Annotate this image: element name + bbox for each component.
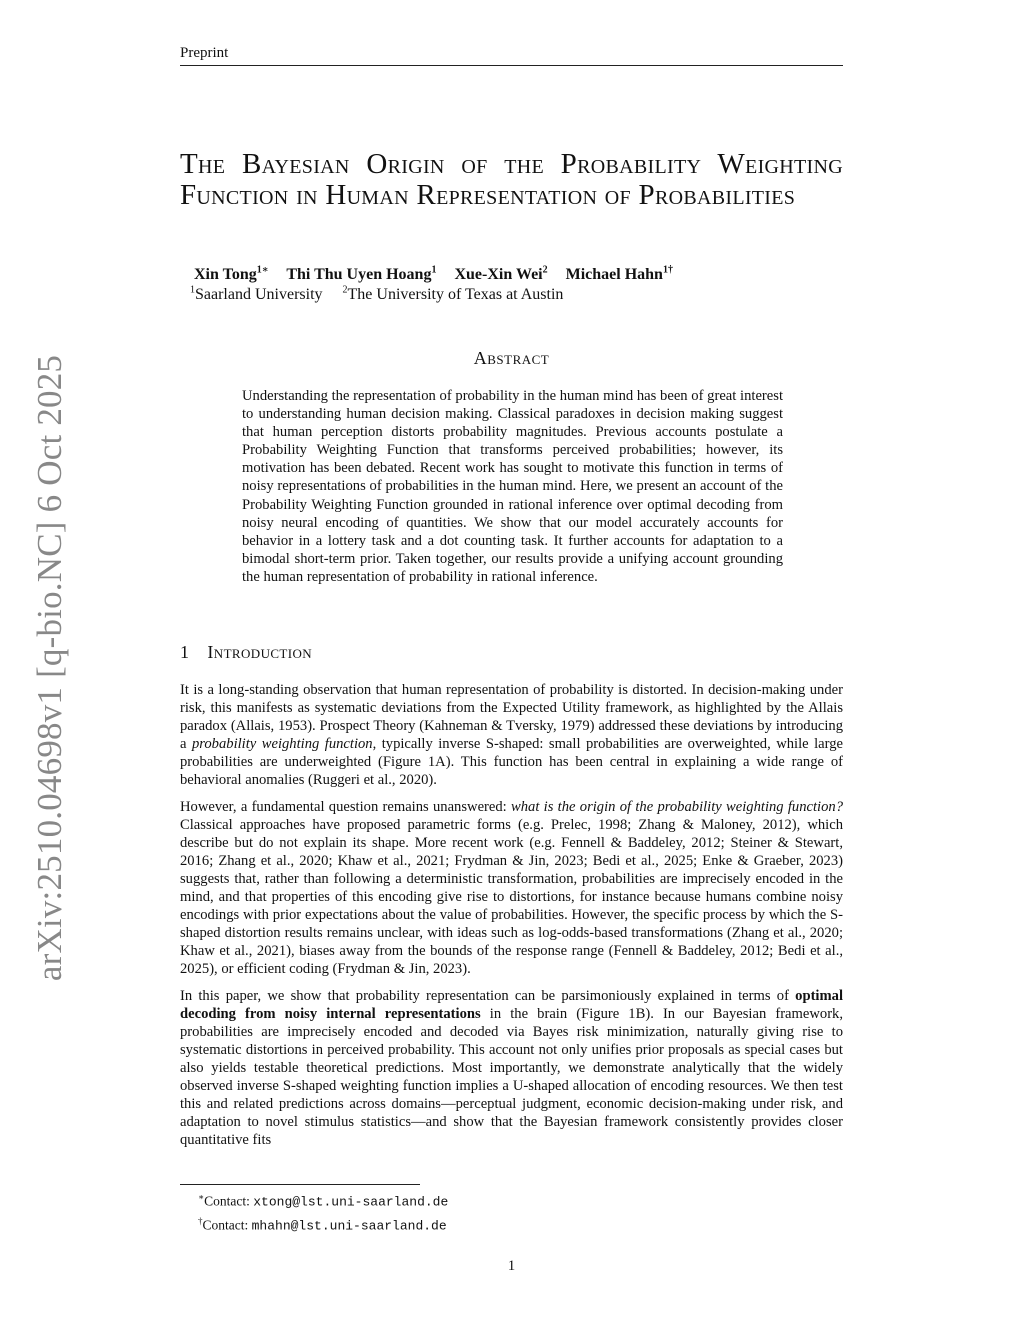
footnote-divider	[180, 1184, 420, 1185]
affiliation: $^2$The University of Texas at Austin	[342, 285, 564, 304]
footnotes	[198, 1188, 798, 1235]
author[interactable]: Xin Tong$^{1∗}$	[194, 265, 269, 284]
footnote: †Contact: mhahn@lst.uni-saarland.de	[198, 1215, 447, 1233]
paper-title: The Bayesian Origin of the Probability Weighting Function in Human Representation of Probabilities	[180, 148, 843, 212]
bold-phrase: optimal decoding from noisy internal representations	[180, 987, 843, 1022]
paragraph: In this paper, we show that probability representation can be parsimoniously explained in terms of optimal decoding from noisy internal representations in the brain (Figure 1B). In our Bayesian framework, probabilities are imprecisely encoded and decoded via Bayes risk minimization, naturally giving rise to systematic distortions in perceived probability. This account not only unifies prior proposals as special cases but also yields testable theoretical predictions. Most importantly, we demonstrate analytically that the widely observed inverse S-shaped weighting function implies a U-shaped allocation of encoding resources. We then test this and related predictions across domains—perceptual judgment, economic decision-making under risk, and adaptation to novel stimulus statistics—and show that the Bayesian framework consistently provides closer quantitative fits	[180, 987, 844, 1149]
header-label: Preprint	[180, 45, 229, 61]
affiliation-list	[190, 281, 830, 304]
abstract-text: Understanding the representation of probability in the human mind has been of great interest to understanding human decision making. Classical paradoxes in decision making suggest that human perception distorts probability magnitudes. Previous accounts postulate a Probability Weighting Function that transforms perceived probabilities; however, its motivation has been debated. Recent work has sought to motivate this function in terms of noisy representations of probabilities in the human mind. Here, we present an account of the Probability Weighting Function grounded in rational inference over optimal decoding from noisy neural encoding of quantities. We show that our model accurately accounts for behavior in a lottery task and a dot counting task. It further accounts for adaptation to a bimodal short-term prior. Taken together, our results provide a unifying account grounding the human representation of probability in rational inference.	[242, 388, 783, 585]
emphasis: what is the origin of the probability weighting function?	[511, 798, 844, 815]
author-affiliation-mark: 2	[542, 265, 548, 276]
author-affiliation-mark: 1	[431, 265, 437, 276]
affiliation: $^1$Saarland University	[190, 285, 323, 304]
section-number: 1	[180, 642, 190, 662]
introduction-body	[180, 681, 843, 1157]
email-link[interactable]: mhahn@lst.uni-saarland.de	[251, 1218, 447, 1233]
page-number: 1	[507, 1258, 516, 1274]
abstract-heading: Abstract	[473, 348, 550, 368]
paragraph: However, a fundamental question remains unanswered: what is the origin of the probability weighting function? Classical approaches have proposed parametric forms (e.g. Prelec, 1998; Zhang & Maloney, 2012), which describe but do not explain its shape. More recent work (e.g. Fennell & Baddeley, 2012; Steiner & Stewart, 2016; Zhang et al., 2020; Khaw et al., 2021; Frydman & Jin, 2023; Bedi et al., 2025; Enke & Graeber, 2023) suggests that, rather than following a deterministic transformation, probabilities are imprecisely encoded in the mind, and that properties of this encoding give rise to distortions, for instance because humans combine noisy encodings with prior expectations about the value of probabilities. However, the specific process by which the S-shaped distortion results remains unclear, with ideas such as log-odds-based transformations (Zhang et al., 2020; Khaw et al., 2021), biases away from the bounds of the response range (Fennell & Baddeley, 2012; Bedi et al., 2025), or efficient coding (Frydman & Jin, 2023).	[180, 798, 844, 978]
arxiv-stamp[interactable]: arXiv:2510.04698v1 [q-bio.NC] 6 Oct 2025	[30, 354, 69, 982]
author[interactable]: Michael Hahn$^{1\dagger}$	[565, 265, 673, 284]
section-title: Introduction	[207, 642, 313, 662]
author-affiliation-mark: 1†	[662, 265, 673, 276]
emphasis: probability weighting function	[191, 736, 373, 753]
running-header	[180, 44, 843, 66]
author-affiliation-mark: 1∗	[256, 265, 269, 276]
footnote: ∗Contact: xtong@lst.uni-saarland.de	[198, 1192, 449, 1210]
author[interactable]: Xue-Xin Wei$^2$	[454, 265, 548, 284]
email-link[interactable]: xtong@lst.uni-saarland.de	[253, 1194, 449, 1210]
paragraph: It is a long-standing observation that human representation of probability is distorted. In decision-making under risk, this manifests as systematic deviations from the Expected Utility framework, as highlighted by the Allais paradox (Allais, 1953). Prospect Theory (Kahneman & Tversky, 1979) addressed these deviations by introducing a probability weighting function, typically inverse S-shaped: small probabilities are overweighted, while large probabilities are underweighted (Figure 1A). This function has been central in explaining a wide range of behavioral anomalies (Ruggeri et al., 2020).	[180, 682, 843, 789]
author[interactable]: Thi Thu Uyen Hoang$^1$	[286, 265, 437, 284]
section-heading-introduction	[180, 642, 843, 663]
